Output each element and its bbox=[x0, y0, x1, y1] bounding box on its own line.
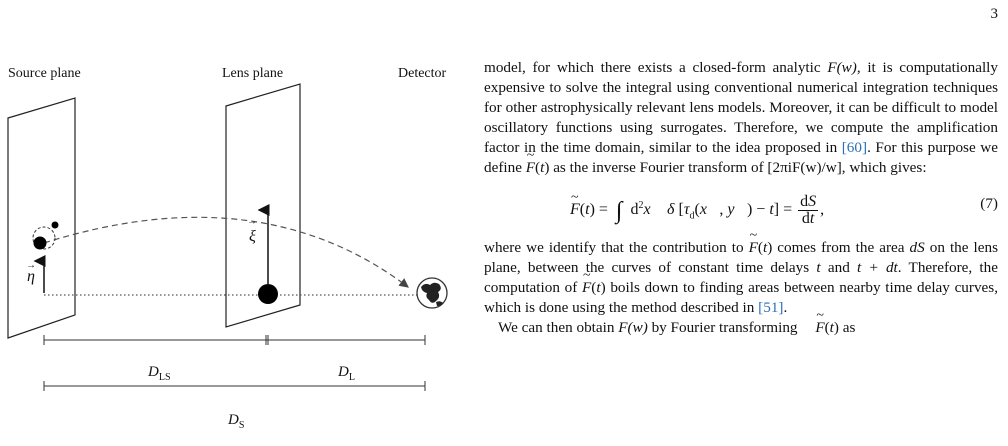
distance-ruler-s bbox=[44, 381, 425, 391]
lensing-geometry-figure bbox=[0, 0, 470, 446]
paragraph-3: We can then obtain F(w) by Fourier transforming ~ F(t) as bbox=[484, 318, 998, 338]
eta-arrow-icon: → bbox=[26, 260, 36, 271]
xi-arrow-icon: → bbox=[247, 216, 257, 227]
xi-label: ξ bbox=[249, 228, 256, 245]
source-plane bbox=[8, 98, 75, 338]
page-number: 3 bbox=[990, 6, 998, 22]
detector-label: Detector bbox=[398, 66, 447, 81]
citation-51[interactable]: [51] bbox=[758, 299, 784, 316]
d-s-label: $D_S$ bbox=[228, 412, 245, 431]
text-column bbox=[484, 58, 998, 338]
equation-number: (7) bbox=[980, 195, 998, 212]
lens-plane-label: Lens plane bbox=[222, 66, 284, 81]
equation-body: ~ F(t) = ∫ $d^2x⃗$ δ [$\tau_d(x⃗$, y⃗) − t] = $\frac{dS}{dt}$ , bbox=[570, 194, 824, 227]
source-plane-label: Source plane bbox=[8, 66, 81, 81]
source-star-large bbox=[34, 237, 47, 250]
d-ls-label: $D_{LS}$ bbox=[148, 364, 171, 383]
distance-ruler-ls-l bbox=[44, 335, 425, 345]
lens-mass bbox=[258, 284, 278, 304]
detector-earth-icon bbox=[417, 278, 447, 308]
equation-7 bbox=[484, 180, 998, 234]
d-l-label: $D_L$ bbox=[338, 364, 355, 383]
eta-label: η bbox=[27, 268, 35, 285]
citation-60[interactable]: [60] bbox=[841, 139, 868, 156]
source-star-small bbox=[52, 222, 59, 229]
paragraph-1: model, for which there exists a closed-form analytic F(w), it is computationally expensive to solve the integral using conventional numerical integration techniques for other astrophysically relevant lens models. Moreover, it can be difficult to model oscillatory functions using surrogates. Therefore, we compute the amplification factor in the time domain, similar to the idea proposed in [60]. For this purpose we define ~ F(t) as the inverse Fourier transform of [2πiF(w)/w], which gives: bbox=[484, 58, 998, 178]
paragraph-2: where we identify that the contribution to ~ F(t) comes from the area dS on the lens plane, between the curves of constant time delays t and t + dt. Therefore, the computation of ~ F(t) boils down to finding areas between nearby time delay curves, which is done using the method described in [51]. bbox=[484, 238, 998, 318]
